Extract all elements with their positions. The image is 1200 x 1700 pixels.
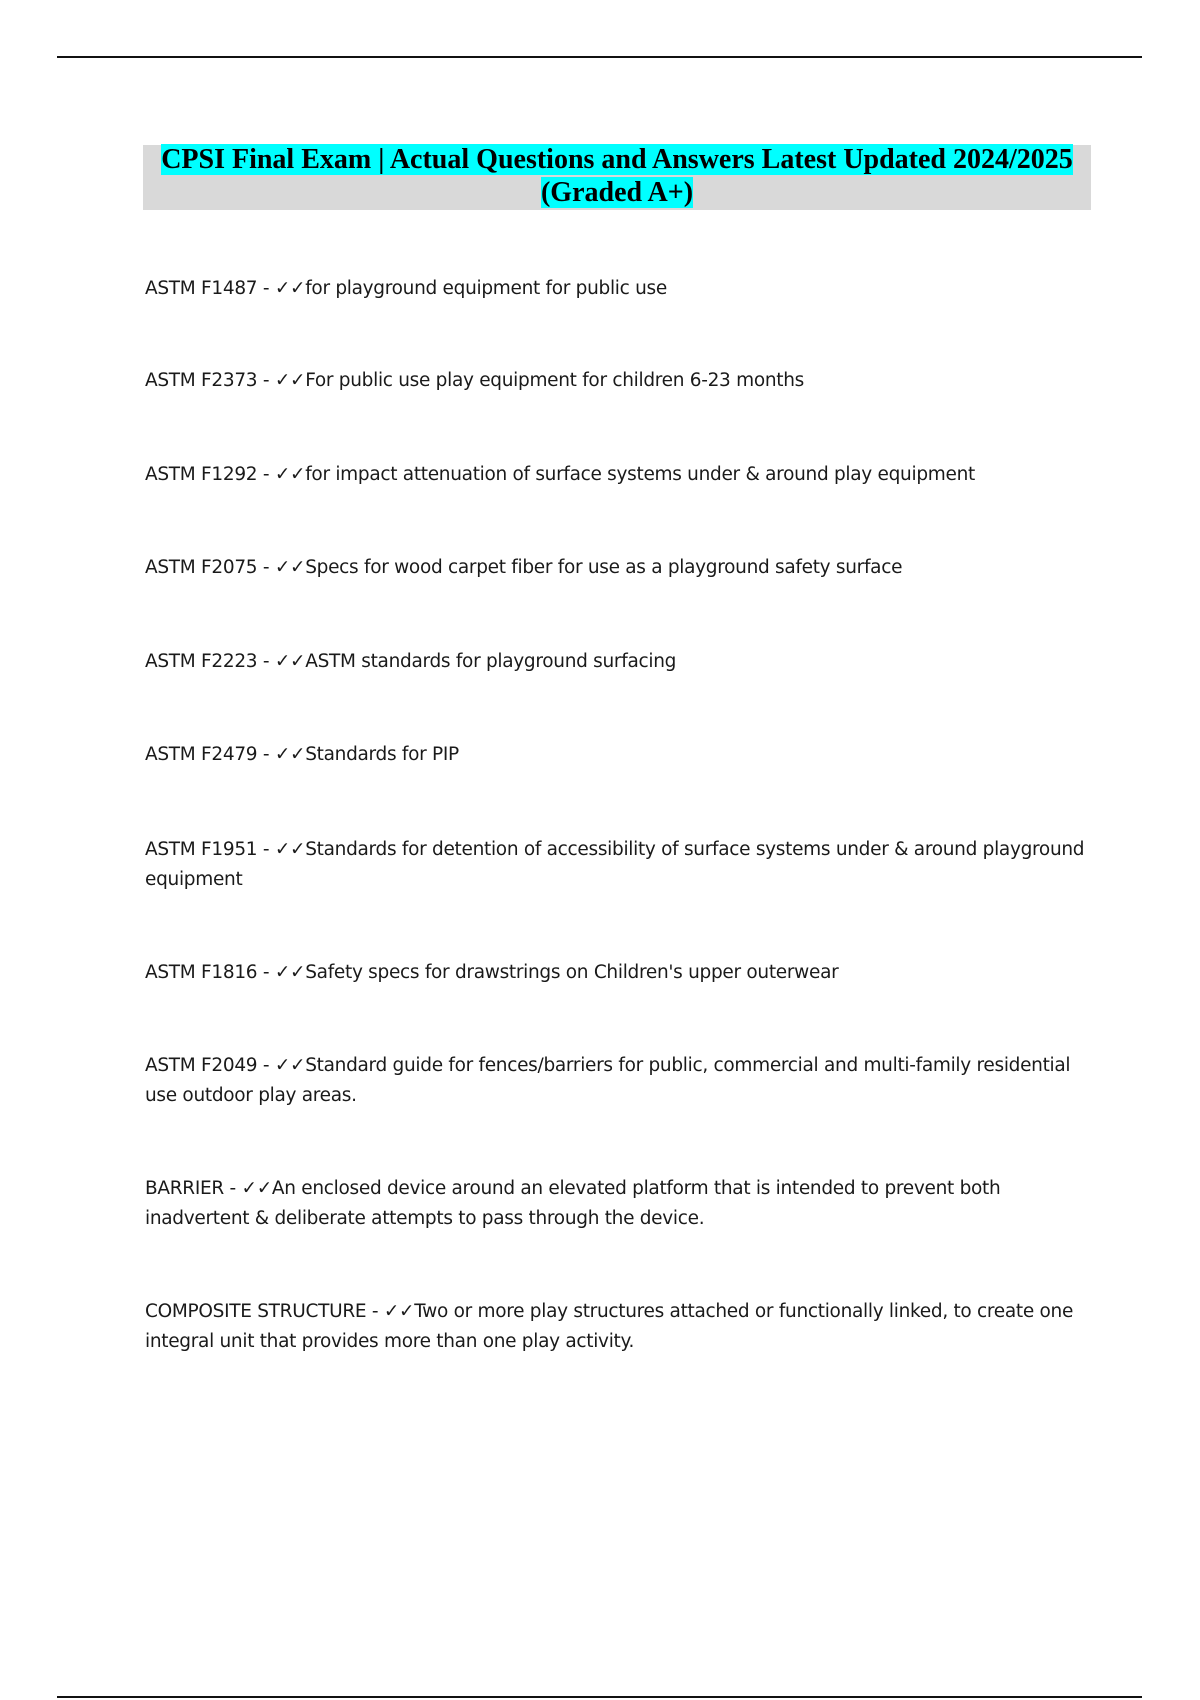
entry-separator: - xyxy=(257,370,275,391)
check-mark-icon: ✓✓ xyxy=(241,1178,272,1199)
entry-separator: - xyxy=(257,1055,275,1076)
entry-term: ASTM F1951 xyxy=(145,839,258,860)
entry-term: ASTM F1292 xyxy=(145,464,258,485)
check-mark-icon: ✓✓ xyxy=(274,278,306,299)
list-item xyxy=(145,1297,1090,1357)
entry-definition: Two or more play structures attached or functionally linked, to create one integral unit that provides more than one play activity. xyxy=(145,1301,1074,1352)
entry-definition: for impact attenuation of surface systems under & around play equipment xyxy=(305,464,975,485)
page-title xyxy=(143,143,1091,209)
entry-term: BARRIER xyxy=(145,1178,224,1199)
list-item xyxy=(145,1051,1090,1111)
entry-separator: - xyxy=(366,1301,384,1322)
entry-separator: - xyxy=(257,278,275,299)
entry-separator: - xyxy=(257,839,275,860)
list-item xyxy=(145,1174,1090,1234)
check-mark-icon: ✓✓ xyxy=(274,1055,306,1076)
entry-definition: Standards for detention of accessibility of surface systems under & around playground equipment xyxy=(145,839,1085,890)
list-item xyxy=(145,740,1090,770)
entry-definition: Specs for wood carpet fiber for use as a playground safety surface xyxy=(305,557,903,578)
top-rule xyxy=(57,56,1142,58)
entry-separator: - xyxy=(257,744,275,765)
check-mark-icon: ✓✓ xyxy=(274,557,306,578)
list-item xyxy=(145,958,1090,988)
check-mark-icon: ✓✓ xyxy=(274,464,306,485)
entry-separator: - xyxy=(257,464,275,485)
list-item xyxy=(145,460,1090,490)
check-mark-icon: ✓✓ xyxy=(274,962,306,983)
check-mark-icon: ✓✓ xyxy=(274,651,306,672)
entry-definition: For public use play equipment for children 6-23 months xyxy=(305,370,804,391)
check-mark-icon: ✓✓ xyxy=(383,1301,415,1322)
entry-term: ASTM F1816 xyxy=(145,962,258,983)
check-mark-icon: ✓✓ xyxy=(274,370,306,391)
list-item xyxy=(145,274,1090,304)
entry-definition: ASTM standards for playground surfacing xyxy=(305,651,677,672)
entry-separator: - xyxy=(257,651,275,672)
entry-separator: - xyxy=(257,557,275,578)
entry-definition: for playground equipment for public use xyxy=(305,278,667,299)
entry-term: ASTM F1487 xyxy=(145,278,258,299)
entry-definition: An enclosed device around an elevated platform that is intended to prevent both inadvertent & deliberate attempts to pass through the device. xyxy=(145,1178,1001,1229)
check-mark-icon: ✓✓ xyxy=(274,744,306,765)
list-item xyxy=(145,647,1090,677)
entry-term: ASTM F2479 xyxy=(145,744,258,765)
entry-definition: Standard guide for fences/barriers for public, commercial and multi-family residential use outdoor play areas. xyxy=(145,1055,1071,1106)
bottom-rule xyxy=(57,1696,1142,1698)
entry-term: ASTM F2075 xyxy=(145,557,258,578)
entry-definition: Safety specs for drawstrings on Children's upper outerwear xyxy=(305,962,839,983)
entry-separator: - xyxy=(257,962,275,983)
list-item xyxy=(145,553,1090,583)
list-item xyxy=(145,835,1090,895)
entry-definition: Standards for PIP xyxy=(305,744,459,765)
entry-term: ASTM F2049 xyxy=(145,1055,258,1076)
page-title-text: CPSI Final Exam | Actual Questions and Answers Latest Updated 2024/2025 (Graded A+) xyxy=(161,144,1073,208)
list-item xyxy=(145,366,1090,396)
entry-term: COMPOSITE STRUCTURE xyxy=(145,1301,367,1322)
entry-term: ASTM F2373 xyxy=(145,370,258,391)
entry-separator: - xyxy=(223,1178,242,1199)
check-mark-icon: ✓✓ xyxy=(274,839,306,860)
entry-term: ASTM F2223 xyxy=(145,651,258,672)
